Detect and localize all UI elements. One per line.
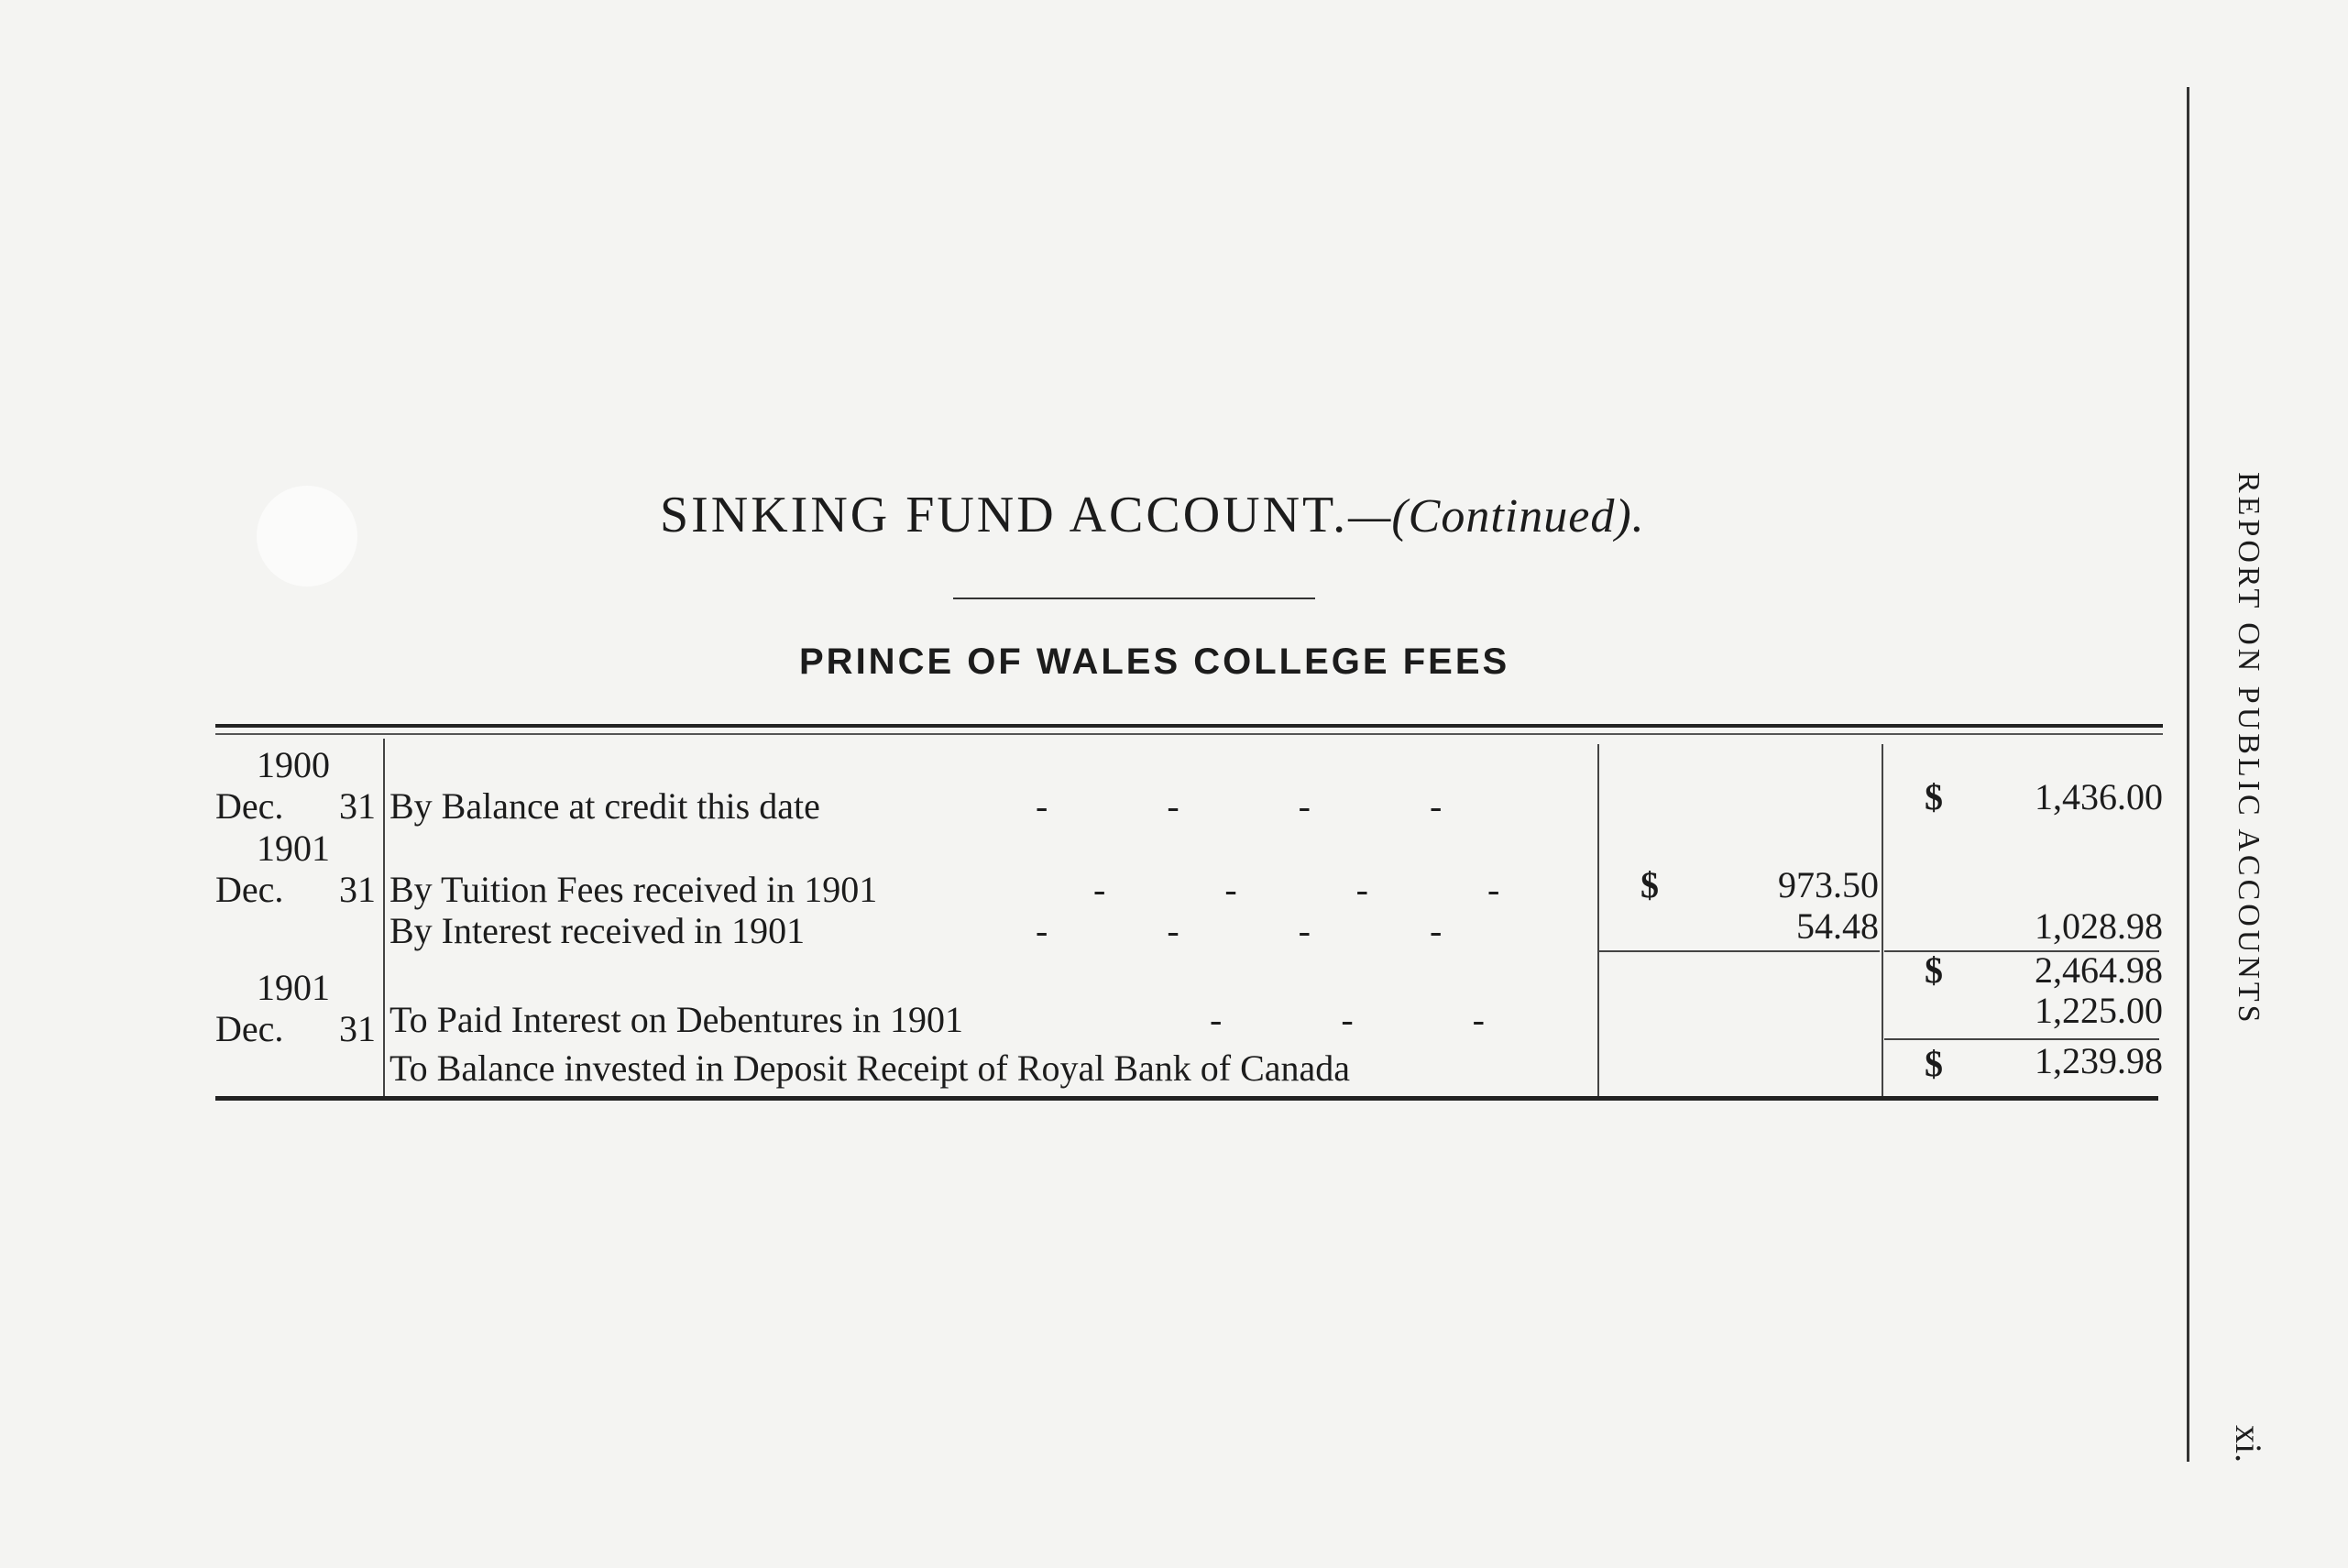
table-row-5-day: 31: [339, 1008, 376, 1049]
running-head: REPORT ON PUBLIC ACCOUNTS: [2232, 472, 2266, 1026]
table-top-rule: [215, 724, 2163, 728]
title-rule: [953, 598, 1315, 599]
column-divider-amount: [1882, 744, 1883, 1096]
table-row-3-description: By Interest received in 1901: [390, 910, 806, 951]
subtotal-rule-1: [1599, 950, 1880, 952]
table-row-2-amount: 973.50: [1778, 864, 1879, 905]
table-row-2-dollar: $: [1640, 864, 1659, 905]
table-row-3-amount1: 54.48: [1796, 905, 1879, 947]
table-row-1-day: 31: [339, 785, 376, 827]
paper-blemish: [257, 486, 357, 587]
section-subtitle: PRINCE OF WALES COLLEGE FEES: [799, 641, 1510, 682]
table-row-1-dashes: - - - -: [1036, 785, 1443, 827]
column-divider-description: [1597, 744, 1599, 1096]
title-continued: —(Continued).: [1348, 490, 1645, 543]
page-title: [660, 486, 1645, 544]
table-row-1-amount: 1,436.00: [2035, 776, 2163, 817]
table-row-2-dashes: - - - -: [1093, 869, 1500, 910]
table-row-4-amount: 2,464.98: [2035, 949, 2163, 991]
table-row-2-year: 1901: [257, 828, 330, 869]
table-row-2-description: By Tuition Fees received in 1901: [390, 869, 878, 910]
table-row-6-description: To Balance invested in Deposit Receipt of Royal Bank of Canada: [390, 1047, 1351, 1089]
table-row-5-amount: 1,225.00: [2035, 990, 2163, 1031]
table-row-1-year: 1900: [257, 744, 330, 785]
page-number: xi.: [2228, 1425, 2269, 1464]
table-row-1-month: Dec.: [215, 785, 284, 827]
table-row-5-month: Dec.: [215, 1008, 284, 1049]
table-row-3-amount2: 1,028.98: [2035, 905, 2163, 947]
table-row-1-dollar: $: [1925, 776, 1943, 817]
table-row-2-month: Dec.: [215, 869, 284, 910]
table-row-4-dollar: $: [1925, 949, 1943, 991]
column-divider-date: [383, 739, 385, 1096]
table-row-2-day: 31: [339, 869, 376, 910]
table-top-rule-thin: [215, 733, 2163, 735]
table-row-1-description: By Balance at credit this date: [390, 785, 820, 827]
table-row-3-dashes: - - - -: [1036, 910, 1443, 951]
table-row-6-dollar: $: [1925, 1043, 1943, 1084]
table-row-5-dashes: - - -: [1210, 999, 1485, 1040]
table-row-6-amount: 1,239.98: [2035, 1040, 2163, 1081]
table-row-5-description: To Paid Interest on Debentures in 1901: [390, 999, 963, 1040]
table-bottom-rule: [215, 1096, 2158, 1101]
margin-rule: [2187, 87, 2189, 1462]
title-main: SINKING FUND ACCOUNT.: [660, 487, 1349, 543]
table-row-5-year: 1901: [257, 967, 330, 1008]
